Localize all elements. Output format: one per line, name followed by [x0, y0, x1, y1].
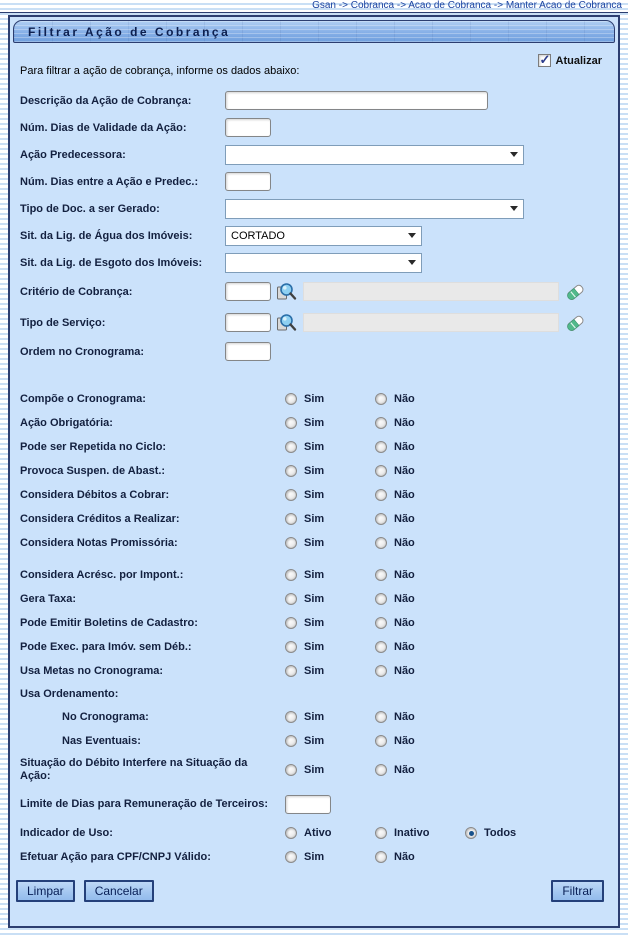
field-label: No Cronograma: — [62, 710, 149, 723]
radio-row-no-cronograma — [20, 705, 610, 729]
radio-label: Não — [394, 441, 415, 453]
dias-entre-input[interactable] — [225, 172, 271, 191]
radio-row-notas-promissoria — [20, 531, 610, 555]
radio-label: Sim — [304, 711, 325, 723]
radio-label: Sim — [304, 569, 325, 581]
ordem-input[interactable] — [225, 342, 271, 361]
field-label: Limite de Dias para Remuneração de Terceiros: — [20, 797, 268, 810]
form-row-dias-validade — [20, 114, 610, 141]
radio-label: Sim — [304, 735, 325, 747]
criterio-label: Critério de Cobrança: — [20, 285, 133, 298]
field-label: Considera Notas Promissória: — [20, 536, 178, 549]
radio-label: Sim — [304, 489, 325, 501]
intro-text: Para filtrar a ação de cobrança, informe os dados abaixo: — [20, 65, 300, 77]
radio-nao[interactable] — [375, 513, 387, 525]
sit-esgoto-select[interactable] — [225, 253, 422, 273]
field-label: Considera Débitos a Cobrar: — [20, 488, 170, 501]
radio-sim[interactable] — [285, 735, 297, 747]
tipo-servico-description-field — [303, 313, 559, 332]
form-row-limite-dias — [20, 787, 610, 821]
radio-label: Não — [394, 465, 415, 477]
dias-entre-label: Núm. Dias entre a Ação e Predec.: — [20, 175, 199, 188]
field-label: Nas Eventuais: — [62, 734, 141, 747]
radio-row-boletins-cadastro — [20, 611, 610, 635]
field-label: Pode ser Repetida no Ciclo: — [20, 440, 167, 453]
filter-panel — [8, 15, 620, 928]
radio-row-acao-obrigatoria — [20, 411, 610, 435]
radio-sim[interactable] — [285, 641, 297, 653]
dias-validade-label: Núm. Dias de Validade da Ação: — [20, 121, 187, 134]
radio-label: Não — [394, 764, 415, 776]
radio-nao[interactable] — [375, 641, 387, 653]
radio-nao[interactable] — [375, 735, 387, 747]
update-checkbox-group — [538, 54, 602, 67]
field-label: Situação do Débito Interfere na Situação da Ação: — [20, 757, 248, 782]
form-row-sit-agua — [20, 222, 610, 249]
radio-row-creditos-realizar — [20, 507, 610, 531]
radio-sim[interactable] — [285, 569, 297, 581]
radio-sim[interactable] — [285, 665, 297, 677]
radio-label: Sim — [304, 617, 325, 629]
form-row-tipo-doc — [20, 195, 610, 222]
radio-row-nas-eventuais — [20, 729, 610, 753]
chevron-down-icon — [510, 152, 518, 157]
radio-row-acresc-impont — [20, 563, 610, 587]
field-label: Pode Emitir Boletins de Cadastro: — [20, 616, 198, 629]
tipo-doc-label: Tipo de Doc. a ser Gerado: — [20, 202, 160, 215]
tipo-servico-label: Tipo de Serviço: — [20, 316, 106, 329]
radio-nao[interactable] — [375, 665, 387, 677]
radio-sim[interactable] — [285, 537, 297, 549]
criterio-description-field — [303, 282, 559, 301]
radio-sim[interactable] — [285, 489, 297, 501]
radio-label: Todos — [484, 827, 517, 839]
radio-sim[interactable] — [285, 393, 297, 405]
form-row-tipo-servico — [20, 307, 610, 338]
radio-row-repetida-ciclo — [20, 435, 610, 459]
field-label: Considera Créditos a Realizar: — [20, 512, 180, 525]
tipo-servico-code-input[interactable] — [225, 313, 271, 332]
radio-label: Não — [394, 617, 415, 629]
usa-ordenamento-group-label — [20, 683, 610, 705]
field-label: Ação Obrigatória: — [20, 416, 113, 429]
radio-label: Sim — [304, 537, 325, 549]
radio-nao[interactable] — [375, 489, 387, 501]
radio-sim[interactable] — [285, 441, 297, 453]
radio-row-gera-taxa — [20, 587, 610, 611]
radio-sim[interactable] — [285, 465, 297, 477]
radio-sim[interactable] — [285, 593, 297, 605]
field-label: Gera Taxa: — [20, 592, 77, 605]
radio-label: Não — [394, 537, 415, 549]
radio-nao[interactable] — [375, 711, 387, 723]
radio-nao[interactable] — [375, 569, 387, 581]
chevron-down-icon — [408, 233, 416, 238]
cancelar-button[interactable]: Cancelar — [84, 880, 154, 902]
radio-todos[interactable] — [465, 827, 477, 839]
radio-label: Não — [394, 569, 415, 581]
limpar-button[interactable]: Limpar — [16, 880, 75, 902]
filter-form — [20, 87, 610, 869]
chevron-down-icon — [408, 260, 416, 265]
radio-sim[interactable] — [285, 617, 297, 629]
field-label: Indicador de Uso: — [20, 826, 113, 839]
radio-label: Não — [394, 417, 415, 429]
field-label: Usa Metas no Cronograma: — [20, 664, 164, 677]
radio-ativo[interactable] — [285, 827, 297, 839]
radio-row-exec-imov-sem-deb — [20, 635, 610, 659]
sit-esgoto-label: Sit. da Lig. de Esgoto dos Imóveis: — [20, 256, 203, 269]
radio-label: Sim — [304, 441, 325, 453]
radio-row-debitos-cobrar — [20, 483, 610, 507]
form-row-predecessora — [20, 141, 610, 168]
radio-label: Sim — [304, 393, 325, 405]
radio-label: Sim — [304, 764, 325, 776]
atualizar-label: Atualizar — [555, 54, 602, 67]
radio-label: Sim — [304, 593, 325, 605]
radio-inativo[interactable] — [375, 827, 387, 839]
field-label: Usa Ordenamento: — [20, 687, 119, 700]
ordem-label: Ordem no Cronograma: — [20, 345, 145, 358]
radio-nao[interactable] — [375, 537, 387, 549]
form-row-descricao — [20, 87, 610, 114]
radio-nao[interactable] — [375, 441, 387, 453]
form-row-dias-entre — [20, 168, 610, 195]
radio-row-compoe-cronograma — [20, 387, 610, 411]
radio-label: Ativo — [304, 827, 332, 839]
radio-label: Sim — [304, 417, 325, 429]
radio-label: Sim — [304, 665, 325, 677]
radio-label: Não — [394, 489, 415, 501]
radio-row-provoca-suspen — [20, 459, 610, 483]
radio-label: Não — [394, 665, 415, 677]
radio-nao[interactable] — [375, 617, 387, 629]
radio-nao[interactable] — [375, 593, 387, 605]
radio-sim[interactable] — [285, 851, 297, 863]
radio-label: Não — [394, 513, 415, 525]
radio-row-usa-metas — [20, 659, 610, 683]
radio-section — [20, 387, 610, 869]
radio-nao[interactable] — [375, 764, 387, 776]
form-row-ordem — [20, 338, 610, 365]
radio-label: Não — [394, 641, 415, 653]
radio-label: Não — [394, 593, 415, 605]
radio-nao[interactable] — [375, 465, 387, 477]
radio-sim[interactable] — [285, 711, 297, 723]
radio-nao[interactable] — [375, 393, 387, 405]
eraser-icon[interactable] — [565, 313, 585, 333]
field-label: Considera Acrésc. por Impont.: — [20, 568, 184, 581]
radio-label: Sim — [304, 641, 325, 653]
radio-sim[interactable] — [285, 417, 297, 429]
search-icon[interactable] — [276, 282, 298, 302]
radio-sim[interactable] — [285, 764, 297, 776]
form-row-criterio — [20, 276, 610, 307]
form-row-sit-esgoto — [20, 249, 610, 276]
predecessora-label: Ação Predecessora: — [20, 148, 126, 161]
sit-agua-select[interactable] — [225, 226, 422, 246]
sit-agua-selected-value: CORTADO — [231, 229, 285, 242]
eraser-icon[interactable] — [565, 282, 585, 302]
button-bar — [16, 880, 604, 902]
radio-row-situacao-debito — [20, 753, 610, 787]
criterio-code-input[interactable] — [225, 282, 271, 301]
radio-label: Sim — [304, 465, 325, 477]
descricao-input[interactable] — [225, 91, 488, 110]
descricao-label: Descrição da Ação de Cobrança: — [20, 94, 192, 107]
radio-nao[interactable] — [375, 417, 387, 429]
radio-label: Inativo — [394, 827, 430, 839]
radio-label: Sim — [304, 851, 325, 863]
radio-label: Não — [394, 711, 415, 723]
radio-sim[interactable] — [285, 513, 297, 525]
field-label: Compõe o Cronograma: — [20, 392, 146, 405]
atualizar-checkbox[interactable] — [538, 54, 551, 67]
field-label: Efetuar Ação para CPF/CNPJ Válido: — [20, 850, 211, 863]
limite-dias-input[interactable] — [285, 795, 331, 814]
filtrar-button[interactable]: Filtrar — [551, 880, 604, 902]
radio-label: Não — [394, 735, 415, 747]
radio-nao[interactable] — [375, 851, 387, 863]
dias-validade-input[interactable] — [225, 118, 271, 137]
search-icon[interactable] — [276, 313, 298, 333]
radio-row-efetuar-cpf-cnpj — [20, 845, 610, 869]
chevron-down-icon — [510, 206, 518, 211]
field-label: Pode Exec. para Imóv. sem Déb.: — [20, 640, 192, 653]
sit-agua-label: Sit. da Lig. de Água dos Imóveis: — [20, 229, 193, 242]
field-label: Provoca Suspen. de Abast.: — [20, 464, 166, 477]
radio-label: Não — [394, 851, 415, 863]
tipo-doc-select[interactable] — [225, 199, 524, 219]
breadcrumb[interactable]: Gsan -> Cobranca -> Acao de Cobranca -> Manter Acao de Cobranca — [0, 0, 628, 13]
predecessora-select[interactable] — [225, 145, 524, 165]
radio-row-indicador-uso — [20, 821, 610, 845]
radio-label: Não — [394, 393, 415, 405]
radio-label: Sim — [304, 513, 325, 525]
page-title: Filtrar Ação de Cobrança — [13, 20, 615, 43]
